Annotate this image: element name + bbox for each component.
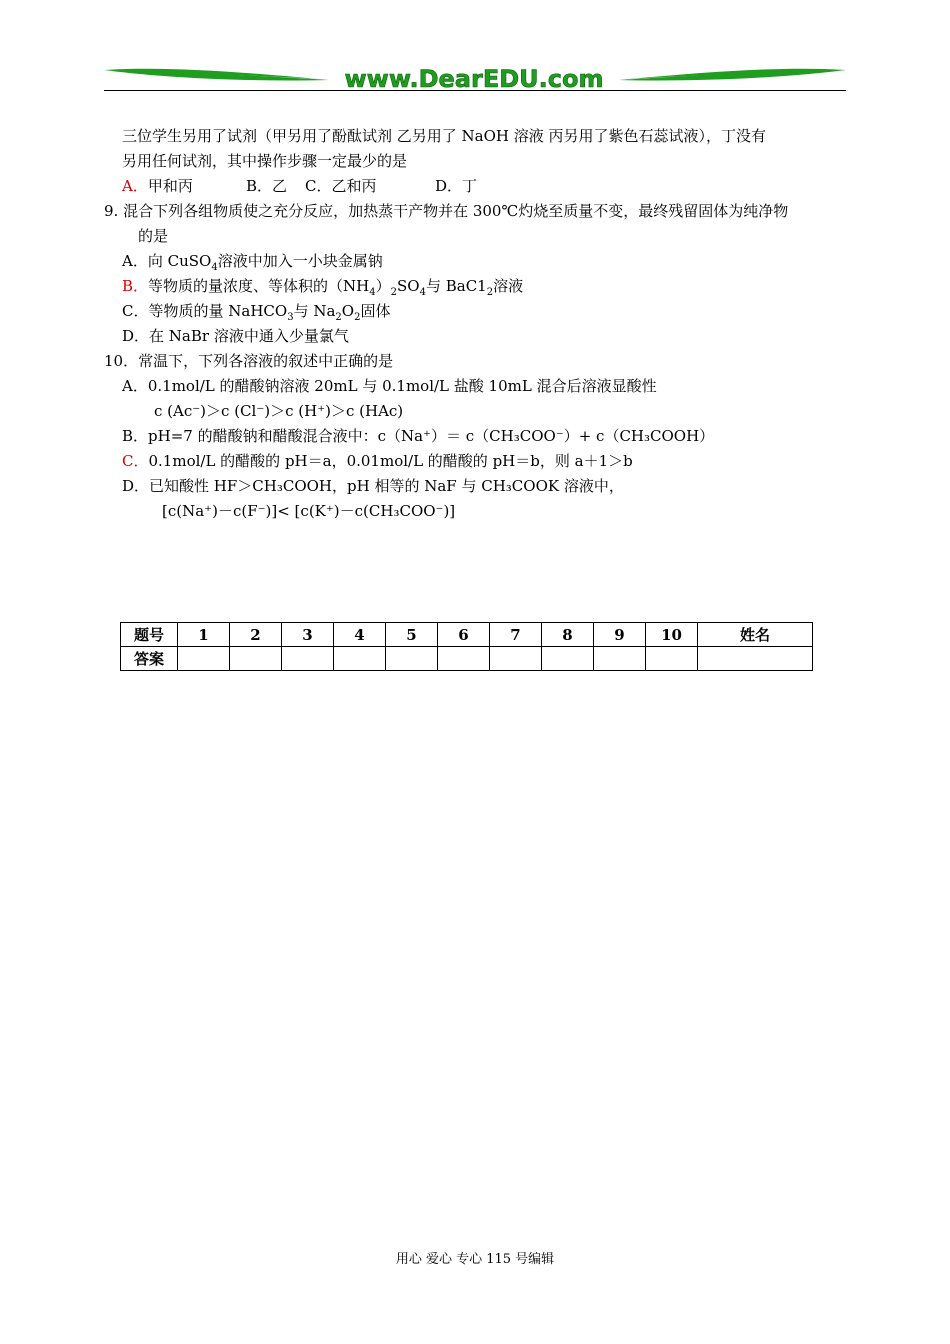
q9c-sub3: 2 bbox=[354, 312, 361, 323]
q9c-letter: C． bbox=[122, 302, 149, 320]
q9b-letter: B． bbox=[122, 277, 149, 295]
answer-cell[interactable] bbox=[542, 647, 594, 671]
answer-cell[interactable] bbox=[178, 647, 230, 671]
q10c-letter: C． bbox=[122, 452, 149, 470]
q10-option-d: D．已知酸性 HF＞CH₃COOH，pH 相等的 NaF 与 CH₃COOK 溶液中， bbox=[122, 477, 624, 495]
site-header-banner bbox=[104, 62, 846, 92]
q9a-post: 溶液中加入一小块金属钠 bbox=[217, 252, 383, 270]
q8-text-line-1: 三位学生另用了试剂（甲另用了酚酞试剂 乙另用了 NaOH 溶液 丙另用了紫色石蕊试液），丁没有 bbox=[122, 127, 767, 145]
q9a-pre: A．向 CuSO bbox=[122, 252, 212, 270]
q9c-sub1: 3 bbox=[287, 312, 294, 323]
answer-table bbox=[120, 622, 813, 671]
q9c-mid2: O bbox=[341, 302, 355, 320]
q8-option-b: B．乙 bbox=[246, 177, 288, 195]
q8-option-a-text: 甲和丙 bbox=[147, 177, 193, 195]
q9b-pre: 等物质的量浓度、等体积的（NH bbox=[148, 277, 370, 295]
page-footer: 用心 爱心 专心 115 号编辑 bbox=[395, 1252, 555, 1267]
q9a-sub: 4 bbox=[211, 262, 218, 273]
table-cell: 答案 bbox=[121, 647, 178, 671]
q9c-mid: 与 Na bbox=[293, 302, 336, 320]
q9-option-d: D．在 NaBr 溶液中通入少量氯气 bbox=[122, 327, 349, 345]
q8-text-line-2: 另用任何试剂，其中操作步骤一定最少的是 bbox=[122, 152, 408, 170]
q9c-post: 固体 bbox=[360, 302, 391, 320]
answer-cell[interactable] bbox=[646, 647, 698, 671]
q8-option-c: C．乙和丙 bbox=[305, 177, 377, 195]
q10-option-b: B．pH=7 的醋酸钠和醋酸混合液中：c（Na⁺）＝ c（CH₃COO⁻）+ c（CH₃COOH） bbox=[122, 427, 715, 445]
q10-option-c bbox=[122, 451, 633, 471]
q9b-sub4: 2 bbox=[486, 287, 494, 298]
table-cell: 4 bbox=[334, 623, 386, 647]
q9b-post: 与 BaC1 bbox=[425, 277, 487, 295]
answer-cell[interactable] bbox=[386, 647, 438, 671]
table-cell: 7 bbox=[490, 623, 542, 647]
table-cell: 姓名 bbox=[698, 623, 813, 647]
q10-stem: 10．常温下，下列各溶液的叙述中正确的是 bbox=[104, 352, 394, 370]
q9-option-b bbox=[122, 276, 523, 296]
table-cell: 1 bbox=[178, 623, 230, 647]
table-cell: 6 bbox=[438, 623, 490, 647]
q10-option-d-expression: [c(Na⁺)－c(F⁻)]< [c(K⁺)－c(CH₃COO⁻)] bbox=[162, 502, 456, 520]
answer-cell[interactable] bbox=[438, 647, 490, 671]
q9-stem-line-2: 的是 bbox=[138, 227, 169, 245]
table-cell: 题号 bbox=[121, 623, 178, 647]
q9b-sub3: 4 bbox=[419, 287, 426, 298]
q9c-sub2: 2 bbox=[335, 312, 342, 323]
table-cell: 2 bbox=[230, 623, 282, 647]
answer-table-answer-row bbox=[121, 647, 813, 671]
q8-option-a-letter: A． bbox=[122, 177, 148, 195]
q9b-sub1: 4 bbox=[369, 287, 376, 298]
table-cell: 8 bbox=[542, 623, 594, 647]
answer-cell[interactable] bbox=[334, 647, 386, 671]
table-cell: 3 bbox=[282, 623, 334, 647]
answer-cell[interactable] bbox=[282, 647, 334, 671]
q10c-text: 0.1mol/L 的醋酸的 pH＝a，0.01mol/L 的醋酸的 pH＝b，则 a＋1＞b bbox=[148, 452, 633, 470]
name-cell[interactable] bbox=[698, 647, 813, 671]
header-swoosh-graphic bbox=[104, 62, 846, 92]
q9b-mid: ） bbox=[375, 277, 391, 295]
answer-cell[interactable] bbox=[230, 647, 282, 671]
answer-table-header-row bbox=[121, 623, 813, 647]
table-cell: 9 bbox=[594, 623, 646, 647]
header-rule bbox=[104, 90, 846, 91]
q9c-pre: 等物质的量 NaHCO bbox=[148, 302, 288, 320]
q9b-end: 溶液 bbox=[493, 277, 524, 295]
q9-stem-line-1: 9. 混合下列各组物质使之充分反应，加热蒸干产物并在 300℃灼烧至质量不变，最终残留固体为纯净物 bbox=[104, 202, 789, 220]
header-site-name: www.DearEDU.com bbox=[344, 65, 604, 92]
q8-option-d: D．丁 bbox=[435, 177, 478, 195]
q9b-sub2: 2 bbox=[390, 287, 398, 298]
q9-option-a bbox=[122, 251, 383, 271]
q8-options bbox=[122, 176, 193, 196]
answer-cell[interactable] bbox=[490, 647, 542, 671]
table-cell: 5 bbox=[386, 623, 438, 647]
q9b-mid2: SO bbox=[397, 277, 420, 295]
q10-option-a-expression: c (Ac⁻)＞c (Cl⁻)＞c (H⁺)＞c (HAc) bbox=[154, 402, 404, 420]
q9-option-c bbox=[122, 301, 390, 321]
table-cell: 10 bbox=[646, 623, 698, 647]
answer-cell[interactable] bbox=[594, 647, 646, 671]
q10-option-a: A．0.1mol/L 的醋酸钠溶液 20mL 与 0.1mol/L 盐酸 10mL 混合后溶液显酸性 bbox=[122, 377, 657, 395]
